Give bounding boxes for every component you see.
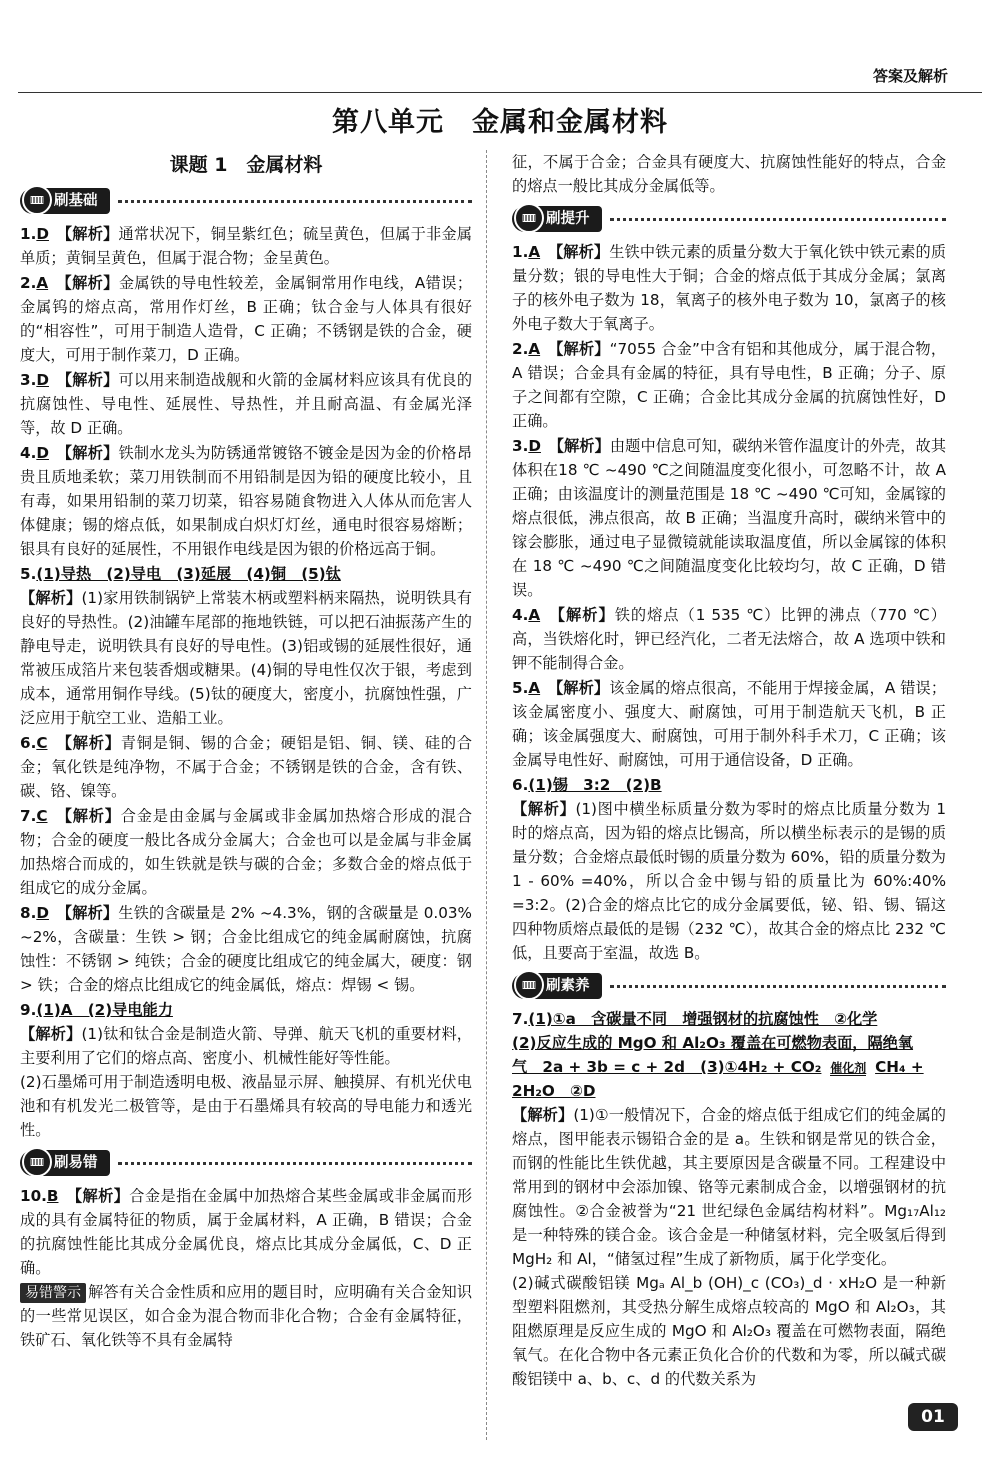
answer-item: 9.(1)A (2)导电能力 【解析】(1)钛和钛合金是制造火箭、导弹、航天飞机的重要材料，主要利用了它们的熔点高、密度小、机械性能好等性能。 (2)石墨烯可用于制造透明电极、液晶显示屏、触摸屏、有机光伏电池和有机发光二极管等，是由于石墨烯具有较高的导电能力和透光性。 [20,1001,472,1139]
section-label: 刷基础 [54,193,98,209]
section-label: 刷提升 [546,211,590,227]
answer-item: 3.D 【解析】可以用来制造战舰和火箭的金属材料应该具有优良的抗腐蚀性、导电性、延展性、导热性，并且耐高温、有金属光泽等，故 D 正确。 [20,371,473,437]
answer-item: 1.A 【解析】生铁中铁元素的质量分数大于氧化铁中铁元素的质量分数；银的导电性大于铜；合金的熔点低于其成分金属；氯离子的核外电子数为 18，氧离子的核外电子数为 10，氯离子的核外电子数大于氧离子。 [512,243,947,333]
brush-icon [22,1147,52,1177]
section-dots [118,200,473,203]
page-header [0,0,1000,92]
section-improve [512,204,946,234]
answer-item: 5.(1)导热 (2)导电 (3)延展 (4)铜 (5)钛 【解析】(1)家用铁制锅铲上常装木柄或塑料柄来隔热，说明铁具有良好的导热性。(2)油罐车尾部的拖地铁链，可以把石油振荡产生的静电导走，说明铁具有良好的导电性。(3)铝或锡的延展性很好，通常被压成箔片来包装香烟或糖果。(4)铜的导电性仅次于银，考虑到成本，通常用铜作导线。(5)钛的硬度大，密度小，抗腐蚀性强，广泛应用于航空工业、造船工业。 [20,565,472,727]
answer-item: 10.B 【解析】合金是指在金属中加热熔合某些金属或非金属而形成的具有金属特征的物质，属于金属材料，A 正确，B 错误；合金的抗腐蚀性能比其成分金属优良，熔点比其成分金属低，C、D 正确。 易错警示 解答有关合金性质和应用的题目时，应明确有关合金知识的一些常见误区，如合金为混合物而非化合物；合金有金属特征，铁矿石、氧化铁等不具有金属特 [20,1187,473,1349]
section-error [20,1148,472,1178]
answer-continuation: 征，不属于合金；合金具有硬度大、抗腐蚀性能好的特点，合金的熔点一般比其成分金属低等。 [512,153,946,195]
section-literacy [512,971,946,1001]
answer-item: 5.A 【解析】该金属的熔点很高，不能用于焊接金属，A 错误；该金属密度小、强度大、耐腐蚀，可用于制造航天飞机，B 正确；该金属强度大、耐腐蚀，可用于制外科手术刀，C 正确；该金属导电性好、耐腐蚀，可用于通信设备，D 正确。 [512,679,947,769]
lesson-title: 课题 1 金属材料 [169,154,323,176]
brush-icon [22,185,52,215]
answer-item: 7.C 【解析】合金是由金属与金属或非金属加热熔合形成的混合物；合金的硬度一般比各成分金属大；合金也可以是金属与非金属加热熔合而成的，如生铁就是铁与碳的合金；多数合金的熔点低于组成它的成分金属。 [20,807,473,897]
section-tag-pill [20,1150,110,1176]
error-warning-badge: 易错警示 [20,1283,86,1303]
brush-icon [514,970,544,1000]
answer-item: 1.D 【解析】通常状况下，铜呈紫红色；硫呈黄色，但属于非金属单质；黄铜呈黄色，但属于混合物；金呈黄色。 [20,225,473,267]
header-label: 答案及解析 [872,67,948,85]
answer-item: 2.A 【解析】金属铁的导电性较差，金属铜常用作电线，A错误；金属钨的熔点高，常用作灯丝，B 正确；钛合金与人体具有很好的“相容性”，可用于制造人造骨，C 正确；不锈钢是铁的合金，硬度大，可用于制作菜刀，D 正确。 [20,274,473,364]
brush-icon [514,203,544,233]
section-dots [118,1162,473,1165]
unit-title: 第八单元 金属和金属材料 [332,107,668,138]
left-column [20,150,472,1353]
answer-item: 4.A 【解析】铁的熔点（1 535 ℃）比钾的沸点（770 ℃）高，当铁熔化时，钾已经汽化，二者无法熔合，故 A 选项中铁和钾不能制得合金。 [512,606,946,672]
right-column [512,150,946,1392]
section-dots [610,218,947,221]
answer-item: 4.D 【解析】铁制水龙头为防锈通常镀铬不镀金是因为金的价格昂贵且质地柔软；菜刀用铁制而不用铅制是因为铅的硬度比较小，且有毒，如果用铅制的菜刀切菜，铅容易随食物进入人体从而危害人体健康；锡的熔点低，如果制成白炽灯灯丝，通电时很容易熔断；银具有良好的延展性，不用银作电线是因为银的价格远高于铜。 [20,444,473,558]
section-tag-pill [512,206,602,232]
section-dots [610,985,947,988]
page-number: 01 [908,1403,958,1431]
section-basic [20,186,472,216]
section-label: 刷易错 [54,1155,98,1171]
column-divider [486,150,488,1440]
answer-item: 7.(1)①a 含碳量不同 增强钢材的抗腐蚀性 ②化学 (2)反应生成的 MgO 和 Al₂O₃ 覆盖在可燃物表面，隔绝氧 气 2a + 3b = c + 2d (3)①4H₂ + CO₂ 催化剂 CH₄ + 2H₂O ②D 【解析】(1)①一般情况下，合金的熔点低于组成它们的纯金属的熔点，图甲能表示锡铅合金的是 a。生铁和钢是常见的铁合金，而钢的性能比生铁优越，其主要原因是含碳量不同。工程建设中常用到的钢材中会添加镍、铬等元素制成合金，以增强钢材的抗腐蚀性。②合金被誉为“21 世纪绿色金属结构材料”。Mg₁₇Al₁₂ 是一种特殊的镁合金。该合金是一种储氢材料，完全吸氢后得到 MgH₂ 和 Al，“储氢过程”生成了新物质，属于化学变化。 (2)碱式碳酸铝镁 Mgₐ Al_b (OH)_c (CO₃)_d · xH₂O 是一种新型塑料阻燃剂，其受热分解生成熔点较高的 MgO 和 Al₂O₃，其阻燃原理是反应生成的 MgO 和 Al₂O₃ 覆盖在可燃物表面，隔绝氧气。在化合物中各元素正负化合价的代数和为零，所以碱式碳酸铝镁中 a、b、c、d 的代数关系为 [512,1010,946,1388]
answer-item: 3.D 【解析】由题中信息可知，碳纳米管作温度计的外壳，故其体积在18 ℃ ~490 ℃之间随温度变化很小，可忽略不计，故 A 正确；由该温度计的测量范围是 18 ℃ ~490 ℃可知，金属镓的熔点很低，沸点很高，故 B 正确；当温度升高时，碳纳米管中的镓会膨胀，通过电子显微镜就能读取温度值，所以金属镓的体积在 18 ℃ ~490 ℃之间随温度变化比较均匀，故 C 正确，D 错误。 [512,437,947,599]
catalyst-arrow: 催化剂 [830,1061,867,1075]
answer-item: 2.A 【解析】“7055 合金”中含有铝和其他成分，属于混合物，A 错误；合金具有金属的特征，具有导电性，B 正确；分子、原子之间都有空隙，C 正确；合金比其成分金属的抗腐蚀性好，D 正确。 [512,340,947,430]
section-tag-pill [20,188,110,214]
answer-item: 6.C 【解析】青铜是铜、锡的合金；硬铝是铝、铜、镁、硅的合金；氧化铁是纯净物，不属于合金；不锈钢是铁的合金，含有铁、碳、铬、镍等。 [20,734,473,800]
section-label: 刷素养 [546,978,590,994]
header-rule [18,92,982,93]
answer-item: 8.D 【解析】生铁的含碳量是 2% ~4.3%，钢的含碳量是 0.03% ~2%，含碳量：生铁 > 钢；合金比组成它的纯金属耐腐蚀，抗腐蚀性：不锈钢 > 纯铁；合金的硬度比组成它的纯金属大，硬度：钢 > 铁；合金的熔点比组成它的纯金属低，熔点：焊锡 < 锡。 [20,904,472,994]
answer-item: 6.(1)锡 3:2 (2)B 【解析】(1)图中横坐标质量分数为零时的熔点比质量分数为 1 时的熔点高，因为铅的熔点比锡高，所以横坐标表示的是锡的质量分数；合金熔点最低时锡的质量分数为 60%，铅的质量分数为 1 - 60% =40%，所以合金中锡与铅的质量比为 60%:40% =3:2。(2)合金的熔点比它的成分金属要低，铋、铅、锡、镉这四种物质熔点最低的是锡（232 ℃），故其合金的熔点比 232 ℃低，且要高于室温，故选 B。 [512,776,946,962]
section-tag-pill [512,973,602,999]
